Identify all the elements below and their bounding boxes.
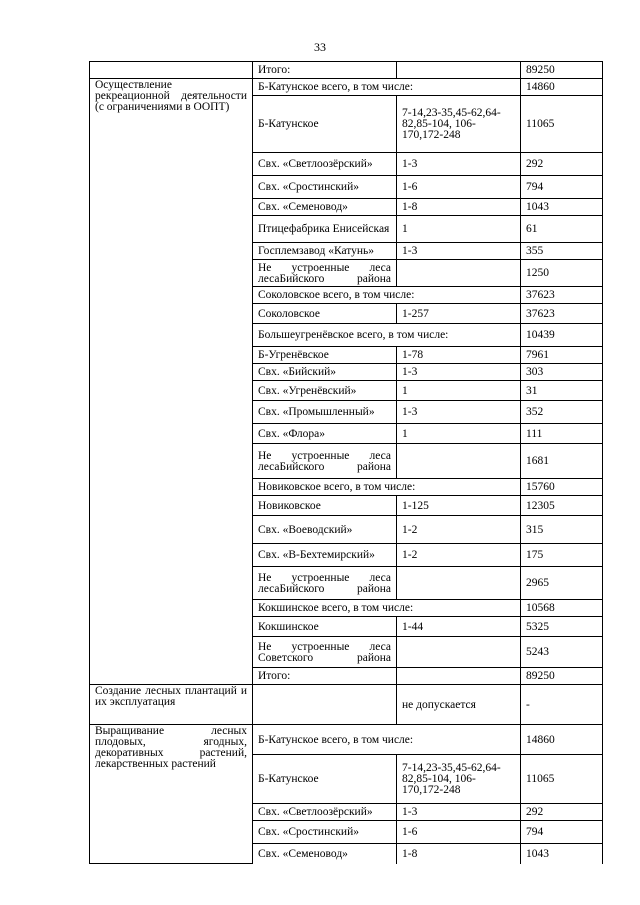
subtotal-cell: Соколовское всего, в том числе: <box>253 287 521 304</box>
page-number: 33 <box>314 40 326 54</box>
area-cell: 1043 <box>521 844 603 864</box>
subtotal-cell: Большеугренёвское всего, в том числе: <box>253 324 521 347</box>
forestry-cell: Не устроенные леса лесаБийского района <box>253 260 397 287</box>
subtotal-cell: Кокшинское всего, в том числе: <box>253 600 521 617</box>
forestry-cell: Свх. «Семеновод» <box>253 199 397 216</box>
forestry-cell: Свх. «В-Бехтемирский» <box>253 544 397 567</box>
area-cell: 10439 <box>521 324 603 347</box>
quarters-cell: не допускается <box>397 685 521 725</box>
table-row <box>90 62 603 79</box>
area-cell: 37623 <box>521 304 603 324</box>
area-cell: 10568 <box>521 600 603 617</box>
table-row <box>90 79 603 96</box>
forestry-cell: Госплемзавод «Катунь» <box>253 243 397 260</box>
quarters-cell: 1-44 <box>397 617 521 637</box>
area-cell: 794 <box>521 821 603 844</box>
area-cell: 12305 <box>521 496 603 516</box>
quarters-cell: 7-14,23-35,45-62,64-82,85-104, 106-170,172-248 <box>397 96 521 153</box>
area-cell: 1681 <box>521 444 603 479</box>
area-cell: 37623 <box>521 287 603 304</box>
quarters-cell: 1-3 <box>397 364 521 381</box>
forestry-cell: Соколовское <box>253 304 397 324</box>
forestry-cell: Кокшинское <box>253 617 397 637</box>
forestry-cell: Б-Угренёвское <box>253 347 397 364</box>
area-cell: 11065 <box>521 96 603 153</box>
area-cell: 31 <box>521 381 603 401</box>
forestry-cell: Не устроенные леса лесаБийского района <box>253 567 397 600</box>
quarters-cell <box>397 637 521 668</box>
forestry-cell: Б-Катунское <box>253 755 397 804</box>
area-cell: 1043 <box>521 199 603 216</box>
activity-cell <box>90 62 253 79</box>
area-cell: 15760 <box>521 479 603 496</box>
activity-cell: Выращивание лесных плодовых, ягодных, декоративных растений, лекарственных растений <box>90 725 253 864</box>
forestry-cell: Итого: <box>253 668 397 685</box>
area-cell: 14860 <box>521 79 603 96</box>
area-cell: 11065 <box>521 755 603 804</box>
quarters-cell: 1 <box>397 381 521 401</box>
forestry-cell: Не устроенные леса лесаБийского района <box>253 444 397 479</box>
area-cell: 7961 <box>521 347 603 364</box>
forestry-cell: Свх. «Сростинский» <box>253 176 397 199</box>
area-cell: 5325 <box>521 617 603 637</box>
area-cell: 5243 <box>521 637 603 668</box>
forestry-cell: Свх. «Семеновод» <box>253 844 397 864</box>
forestry-cell: Свх. «Флора» <box>253 424 397 444</box>
table-row <box>90 725 603 755</box>
area-cell: 292 <box>521 153 603 176</box>
activity-cell: Осуществление рекреационной деятельности (с ограничениями в ООПТ) <box>90 79 253 685</box>
area-cell: 1250 <box>521 260 603 287</box>
forestry-cell: Итого: <box>253 62 397 79</box>
area-cell: 89250 <box>521 668 603 685</box>
activity-cell: Создание лесных плантаций и их эксплуатация <box>90 685 253 725</box>
quarters-cell: 1-6 <box>397 176 521 199</box>
quarters-cell <box>397 668 521 685</box>
quarters-cell: 1-3 <box>397 401 521 424</box>
forestry-cell: Свх. «Светлоозёрский» <box>253 153 397 176</box>
forestry-cell: Свх. «Промышленный» <box>253 401 397 424</box>
quarters-cell: 7-14,23-35,45-62,64-82,85-104, 106-170,172-248 <box>397 755 521 804</box>
area-cell: 111 <box>521 424 603 444</box>
table-row <box>90 685 603 725</box>
quarters-cell <box>397 444 521 479</box>
forestry-cell: Новиковское <box>253 496 397 516</box>
area-cell: 14860 <box>521 725 603 755</box>
quarters-cell: 1 <box>397 216 521 243</box>
forestry-cell: Не устроенные леса Советского района <box>253 637 397 668</box>
quarters-cell: 1-2 <box>397 516 521 544</box>
area-cell: 794 <box>521 176 603 199</box>
forestry-cell: Свх. «Угренёвский» <box>253 381 397 401</box>
area-cell: - <box>521 685 603 725</box>
quarters-cell: 1-3 <box>397 153 521 176</box>
area-cell: 315 <box>521 516 603 544</box>
forestry-cell: Б-Катунское <box>253 96 397 153</box>
forestry-cell: Свх. «Светлоозёрский» <box>253 804 397 821</box>
forestry-cell: Свх. «Сростинский» <box>253 821 397 844</box>
quarters-cell: 1-78 <box>397 347 521 364</box>
quarters-cell: 1-3 <box>397 804 521 821</box>
area-cell: 303 <box>521 364 603 381</box>
subtotal-cell: Б-Катунское всего, в том числе: <box>253 79 521 96</box>
area-cell: 292 <box>521 804 603 821</box>
quarters-cell: 1-257 <box>397 304 521 324</box>
subtotal-cell: Новиковское всего, в том числе: <box>253 479 521 496</box>
quarters-cell: 1 <box>397 424 521 444</box>
area-cell: 89250 <box>521 62 603 79</box>
quarters-cell <box>397 62 521 79</box>
area-cell: 355 <box>521 243 603 260</box>
forestry-cell <box>253 685 397 725</box>
quarters-cell: 1-3 <box>397 243 521 260</box>
forest-area-table <box>89 61 603 864</box>
subtotal-cell: Б-Катунское всего, в том числе: <box>253 725 521 755</box>
quarters-cell: 1-2 <box>397 544 521 567</box>
quarters-cell: 1-6 <box>397 821 521 844</box>
quarters-cell <box>397 567 521 600</box>
area-cell: 61 <box>521 216 603 243</box>
quarters-cell <box>397 260 521 287</box>
quarters-cell: 1-125 <box>397 496 521 516</box>
forestry-cell: Свх. «Воеводский» <box>253 516 397 544</box>
forestry-cell: Птицефабрика Енисейская <box>253 216 397 243</box>
quarters-cell: 1-8 <box>397 844 521 864</box>
area-cell: 352 <box>521 401 603 424</box>
area-cell: 175 <box>521 544 603 567</box>
area-cell: 2965 <box>521 567 603 600</box>
quarters-cell: 1-8 <box>397 199 521 216</box>
forestry-cell: Свх. «Бийский» <box>253 364 397 381</box>
